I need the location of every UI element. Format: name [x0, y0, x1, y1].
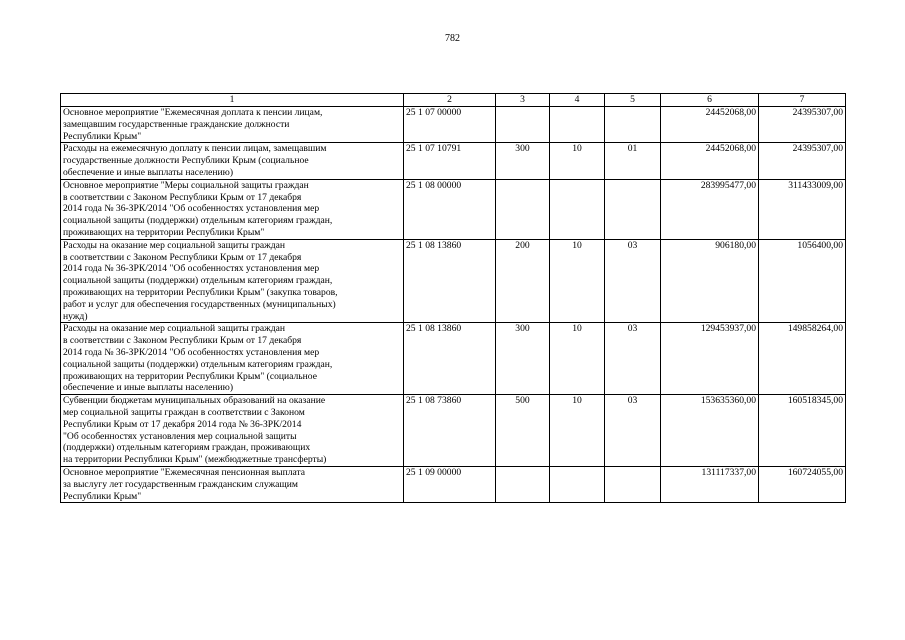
table-row — [61, 395, 846, 467]
row-col3-cell — [496, 107, 550, 143]
row-col4-cell: 10 — [550, 143, 605, 179]
row-code-cell: 25 1 08 13860 — [404, 323, 496, 395]
row-col3-cell — [496, 466, 550, 502]
row-col5-cell: 03 — [605, 395, 661, 467]
row-col7-value: 311433009,00 — [759, 179, 846, 239]
row-col7-value: 160518345,00 — [759, 395, 846, 467]
header-row — [61, 94, 846, 107]
row-col3-cell: 500 — [496, 395, 550, 467]
column-header-7: 7 — [759, 94, 846, 107]
row-code-cell: 25 1 08 00000 — [404, 179, 496, 239]
row-col6-value: 283995477,00 — [661, 179, 759, 239]
row-col4-cell — [550, 466, 605, 502]
row-col5-cell — [605, 107, 661, 143]
row-col6-value: 153635360,00 — [661, 395, 759, 467]
column-header-2: 2 — [404, 94, 496, 107]
row-col7-value: 160724055,00 — [759, 466, 846, 502]
table-row — [61, 107, 846, 143]
table-row — [61, 239, 846, 323]
row-col6-value: 906180,00 — [661, 239, 759, 323]
page-number: 782 — [445, 33, 460, 44]
row-col7-value: 24395307,00 — [759, 107, 846, 143]
row-name-cell: Основное мероприятие "Ежемесячная пенсионная выплата за выслугу лет государственным гражданским служащим Республики Крым" — [61, 466, 404, 502]
row-col5-cell — [605, 179, 661, 239]
row-name-cell: Основное мероприятие "Меры социальной защиты граждан в соответствии с Законом Республики Крым от 17 декабря 2014 года № 36-ЗРК/2014 "Об особенностях установления мер социальной защиты (поддержки) отдельным категориям граждан, проживающих на территории Республики Крым" — [61, 179, 404, 239]
row-col6-value: 24452068,00 — [661, 107, 759, 143]
row-name-cell: Расходы на оказание мер социальной защиты граждан в соответствии с Законом Республики Крым от 17 декабря 2014 года № 36-ЗРК/2014 "Об особенностях установления мер социальной защиты (поддержки) отдельным категориям граждан, проживающих на территории Республики Крым" (закупка товаров, работ и услуг для обеспечения государственных (муниципальных) нужд) — [61, 239, 404, 323]
column-header-4: 4 — [550, 94, 605, 107]
row-col4-cell: 10 — [550, 395, 605, 467]
row-name-cell: Расходы на оказание мер социальной защиты граждан в соответствии с Законом Республики Крым от 17 декабря 2014 года № 36-ЗРК/2014 "Об особенностях установления мер социальной защиты (поддержки) отдельным категориям граждан, проживающих на территории Республики Крым" (социальное обеспечение и иные выплаты населению) — [61, 323, 404, 395]
row-code-cell: 25 1 08 73860 — [404, 395, 496, 467]
row-col6-value: 129453937,00 — [661, 323, 759, 395]
row-name-cell: Расходы на ежемесячную доплату к пенсии лицам, замещавшим государственные должности Республики Крым (социальное обеспечение и иные выплаты населению) — [61, 143, 404, 179]
row-code-cell: 25 1 07 10791 — [404, 143, 496, 179]
column-header-5: 5 — [605, 94, 661, 107]
row-col6-value: 24452068,00 — [661, 143, 759, 179]
row-name-cell: Основное мероприятие "Ежемесячная доплата к пенсии лицам, замещавшим государственные гражданские должности Республики Крым" — [61, 107, 404, 143]
table-row — [61, 179, 846, 239]
column-header-3: 3 — [496, 94, 550, 107]
row-col5-cell: 03 — [605, 323, 661, 395]
row-code-cell: 25 1 07 00000 — [404, 107, 496, 143]
row-col7-value: 1056400,00 — [759, 239, 846, 323]
row-col3-cell: 200 — [496, 239, 550, 323]
row-col4-cell: 10 — [550, 323, 605, 395]
row-col4-cell — [550, 179, 605, 239]
row-code-cell: 25 1 08 13860 — [404, 239, 496, 323]
table-body — [61, 107, 846, 503]
row-col4-cell: 10 — [550, 239, 605, 323]
column-header-6: 6 — [661, 94, 759, 107]
row-col6-value: 131117337,00 — [661, 466, 759, 502]
row-col5-cell — [605, 466, 661, 502]
row-col7-value: 149858264,00 — [759, 323, 846, 395]
row-col3-cell: 300 — [496, 323, 550, 395]
table-row — [61, 466, 846, 502]
row-col3-cell — [496, 179, 550, 239]
row-col5-cell: 01 — [605, 143, 661, 179]
row-col4-cell — [550, 107, 605, 143]
row-col7-value: 24395307,00 — [759, 143, 846, 179]
row-name-cell: Субвенции бюджетам муниципальных образований на оказание мер социальной защиты граждан в соответствии с Законом Республики Крым от 17 декабря 2014 года № 36-ЗРК/2014 "Об особенностях установления мер социальной защиты (поддержки) отдельным категориям граждан, проживающих на территории Республики Крым" (межбюджетные трансферты) — [61, 395, 404, 467]
row-code-cell: 25 1 09 00000 — [404, 466, 496, 502]
budget-table — [60, 93, 846, 503]
row-col3-cell: 300 — [496, 143, 550, 179]
table-row — [61, 323, 846, 395]
row-col5-cell: 03 — [605, 239, 661, 323]
table-row — [61, 143, 846, 179]
column-header-1: 1 — [61, 94, 404, 107]
